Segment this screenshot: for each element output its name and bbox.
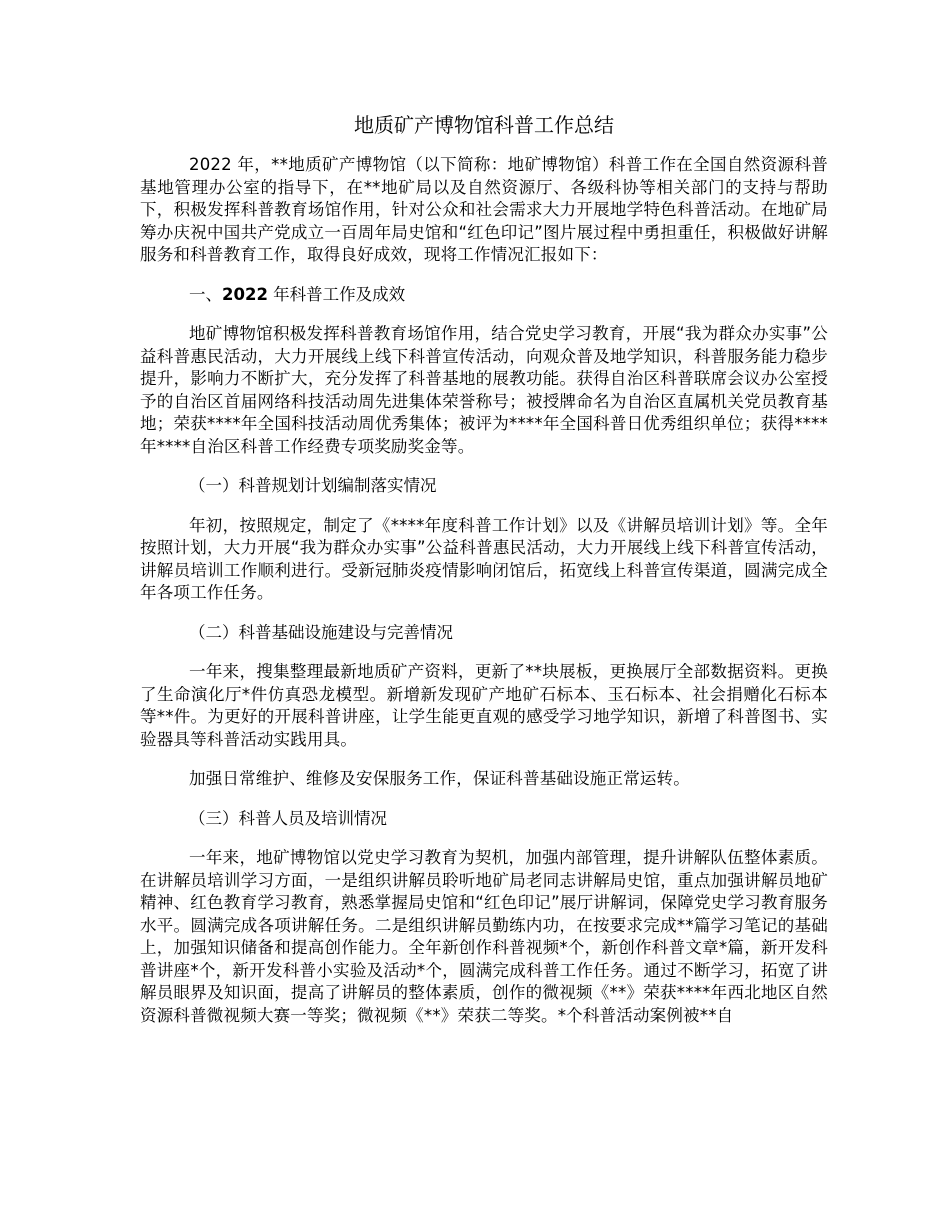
section-heading-year: 2022 (222, 284, 268, 304)
subsection-3-paragraph: 一年来，地矿博物馆以党史学习教育为契机，加强内部管理，提升讲解队伍整体素质。在讲解员培训学习方面，一是组织讲解员聆听地矿局老同志讲解局史馆，重点加强讲解员地矿精神、红色教育学习教育，熟悉掌握局史馆和“红色印记”展厅讲解词，保障党史学习教育服务水平。圆满完成各项讲解任务。二是组织讲解员勤练内功，在按要求完成**篇学习笔记的基础上，加强知识储备和提高创作能力。全年新创作科普视频*个，新创作科普文章*篇，新开发科普讲座*个，新开发科普小实验及活动*个，圆满完成科普工作任务。通过不断学习，拓宽了讲解员眼界及知识面，提高了讲解员的整体素质，创作的微视频《**》荣获****年西北地区自然资源科普微视频大赛一等奖；微视频《**》荣获二等奖。*个科普活动案例被**自 (140, 848, 828, 1025)
subsection-2-paragraph-1: 一年来，搜集整理最新地质矿产资料，更新了**块展板，更换展厅全部数据资料。更换了生命演化厅*件仿真恐龙模型。新增新发现矿产地矿石标本、玉石标本、社会捐赠化石标本等**件。为更好的开展科普讲座，让学生能更直观的感受学习地学知识，新增了科普图书、实验器具等科普活动实践用具。 (140, 662, 828, 749)
document-body (140, 108, 828, 1044)
section-heading-1 (140, 284, 828, 307)
section-1-paragraph: 地矿博物馆积极发挥科普教育场馆作用，结合党史学习教育，开展“我为群众办实事”公益科普惠民活动，大力开展线上线下科普宣传活动，向观众普及地学知识，科普服务能力稳步提升，影响力不断扩大，充分发挥了科普基地的展教功能。获得自治区科普联席会议办公室授予的自治区首届网络科技活动周先进集体荣誉称号；被授牌命名为自治区直属机关党员教育基地；荣获****年全国科技活动周优秀集体；被评为****年全国科普日优秀组织单位；获得****年****自治区科普工作经费专项奖励奖金等。 (140, 324, 828, 456)
section-heading-suffix: 年科普工作及成效 (267, 284, 406, 304)
subsection-heading-2: （二）科普基础设施建设与完善情况 (189, 622, 453, 642)
section-heading-prefix: 一、 (189, 284, 222, 304)
document-title: 地质矿产博物馆科普工作总结 (354, 113, 614, 137)
subsection-1-paragraph: 年初，按照规定，制定了《****年度科普工作计划》以及《讲解员培训计划》等。全年按照计划，大力开展“我为群众办实事”公益科普惠民活动，大力开展线上线下科普宣传活动，讲解员培训工作顺利进行。受新冠肺炎疫情影响闭馆后，拓宽线上科普宣传渠道，圆满完成全年各项工作任务。 (140, 515, 828, 602)
intro-paragraph: 2022 年，**地质矿产博物馆（以下简称：地矿博物馆）科普工作在全国自然资源科普基地管理办公室的指导下，在**地矿局以及自然资源厅、各级科协等相关部门的支持与帮助下，积极发挥科普教育场馆作用，针对公众和社会需求大力开展地学特色科普活动。在地矿局筹办庆祝中国共产党成立一百周年局史馆和“红色印记”图片展过程中勇担重任，积极做好讲解服务和科普教育工作，取得良好成效，现将工作情况汇报如下： (140, 155, 828, 264)
subsection-2-paragraph-2: 加强日常维护、维修及安保服务工作，保证科普基础设施正常运转。 (189, 769, 690, 788)
subsection-heading-1: （一）科普规划计划编制落实情况 (189, 476, 437, 495)
subsection-heading-3: （三）科普人员及培训情况 (189, 808, 387, 828)
